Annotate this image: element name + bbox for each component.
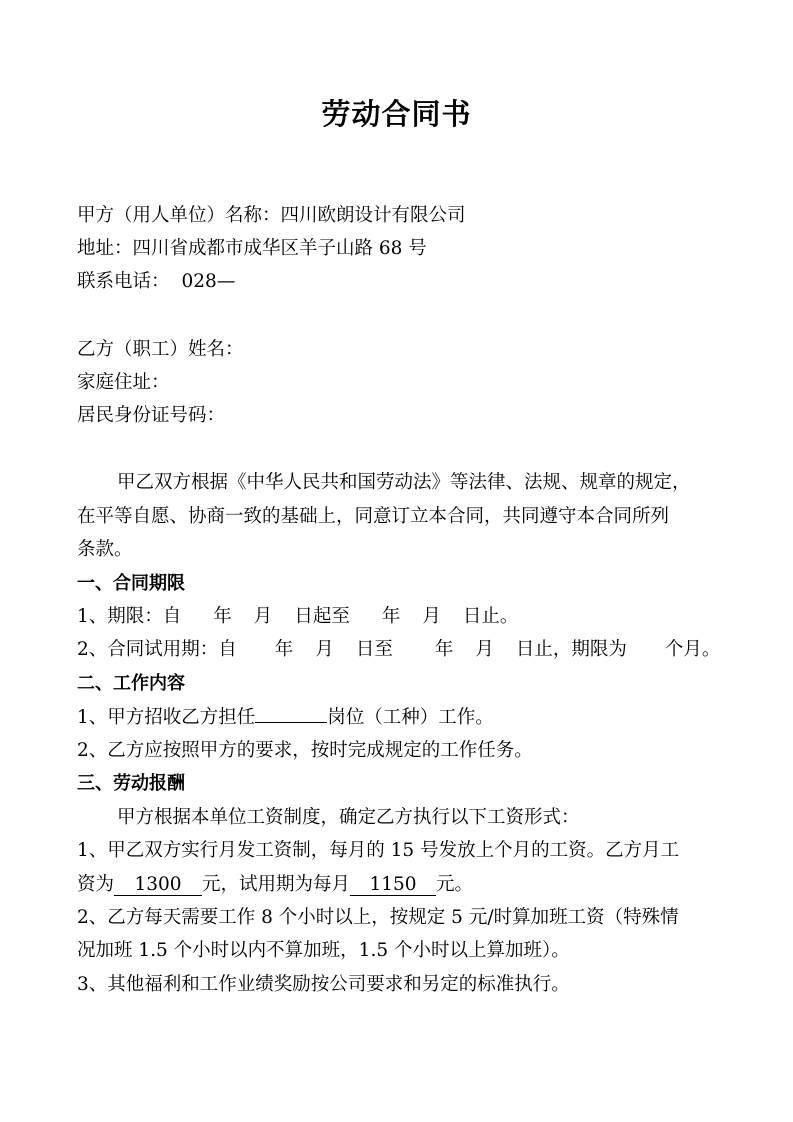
- party-a-name: 甲方（用人单位）名称：四川欧朗设计有限公司: [77, 205, 466, 226]
- position-blank: [255, 722, 327, 723]
- probation-day-start: 日至: [355, 639, 393, 660]
- probation-year-start: 年: [274, 639, 294, 660]
- party-b-id: 居民身份证号码：: [77, 405, 226, 426]
- probation-month-start: 月: [315, 639, 334, 660]
- wage-item-2-line-1: 2、乙方每天需要工作 8 个小时以上，按规定 5 元/时算加班工资（特殊情: [77, 907, 679, 928]
- probation-prefix: 2、合同试用期：自: [77, 639, 237, 660]
- salary-prefix: 资为: [77, 874, 115, 895]
- party-b-name: 乙方（职工）姓名：: [77, 339, 244, 360]
- section-3-heading: 三、劳动报酬: [77, 773, 185, 794]
- wage-item-3: 3、其他福利和工作业绩奖励按公司要求和另定的标准执行。: [77, 974, 570, 995]
- section-1-heading: 一、合同期限: [77, 573, 185, 594]
- term-prefix: 1、期限：自: [77, 606, 182, 627]
- contract-term: [77, 605, 725, 629]
- term-day-end: 日止。: [462, 606, 519, 627]
- work-position: [77, 706, 725, 730]
- phone-value: 028—: [181, 271, 236, 292]
- preamble-line-3: 条款。: [77, 539, 133, 560]
- page-title: 劳动合同书: [321, 97, 472, 131]
- preamble-line-1: 甲乙双方根据《中华人民共和国劳动法》等法律、法规、规章的规定，: [117, 472, 691, 493]
- wage-intro: 甲方根据本单位工资制度，确定乙方执行以下工资形式：: [117, 807, 580, 828]
- phone-label: 联系电话：: [77, 271, 170, 292]
- work-task: 2、乙方应按照甲方的要求，按时完成规定的工作任务。: [77, 740, 533, 761]
- section-2-heading: 二、工作内容: [77, 673, 185, 694]
- position-suffix: 岗位（工种）工作。: [327, 707, 494, 728]
- wage-item-1-line-1: 1、甲乙双方实行月发工资制，每月的 15 号发放上个月的工资。乙方月工: [77, 840, 680, 861]
- probation-month-end: 月: [475, 639, 494, 660]
- wage-item-1-line-2: [77, 873, 725, 897]
- probation-period: [77, 638, 725, 662]
- party-a-phone: [77, 270, 725, 294]
- salary-middle: 元，试用期为每月: [202, 874, 351, 895]
- wage-item-2-line-2: 况加班 1.5 个小时以内不算加班，1.5 个小时以上算加班）。: [77, 940, 570, 961]
- preamble-line-2: 在平等自愿、协商一致的基础上，同意订立本合同，共同遵守本合同所列: [77, 506, 670, 527]
- position-prefix: 1、甲方招收乙方担任: [77, 707, 256, 728]
- term-day-start: 日起至: [294, 606, 350, 627]
- probation-year-end: 年: [434, 639, 454, 660]
- term-year-end: 年: [381, 606, 401, 627]
- probation-months: 个月。: [664, 639, 721, 660]
- term-month-start: 月: [253, 606, 273, 627]
- salary-suffix: 元。: [436, 874, 474, 895]
- party-a-address: 地址：四川省成都市成华区羊子山路 68 号: [77, 238, 427, 259]
- term-month-end: 月: [422, 606, 441, 627]
- probation-day-end: 日止，期限为: [515, 639, 627, 660]
- probation-salary: 1150: [350, 875, 436, 896]
- party-b-address: 家庭住址：: [77, 372, 170, 393]
- monthly-salary: 1300: [114, 875, 202, 896]
- term-year-start: 年: [213, 606, 232, 627]
